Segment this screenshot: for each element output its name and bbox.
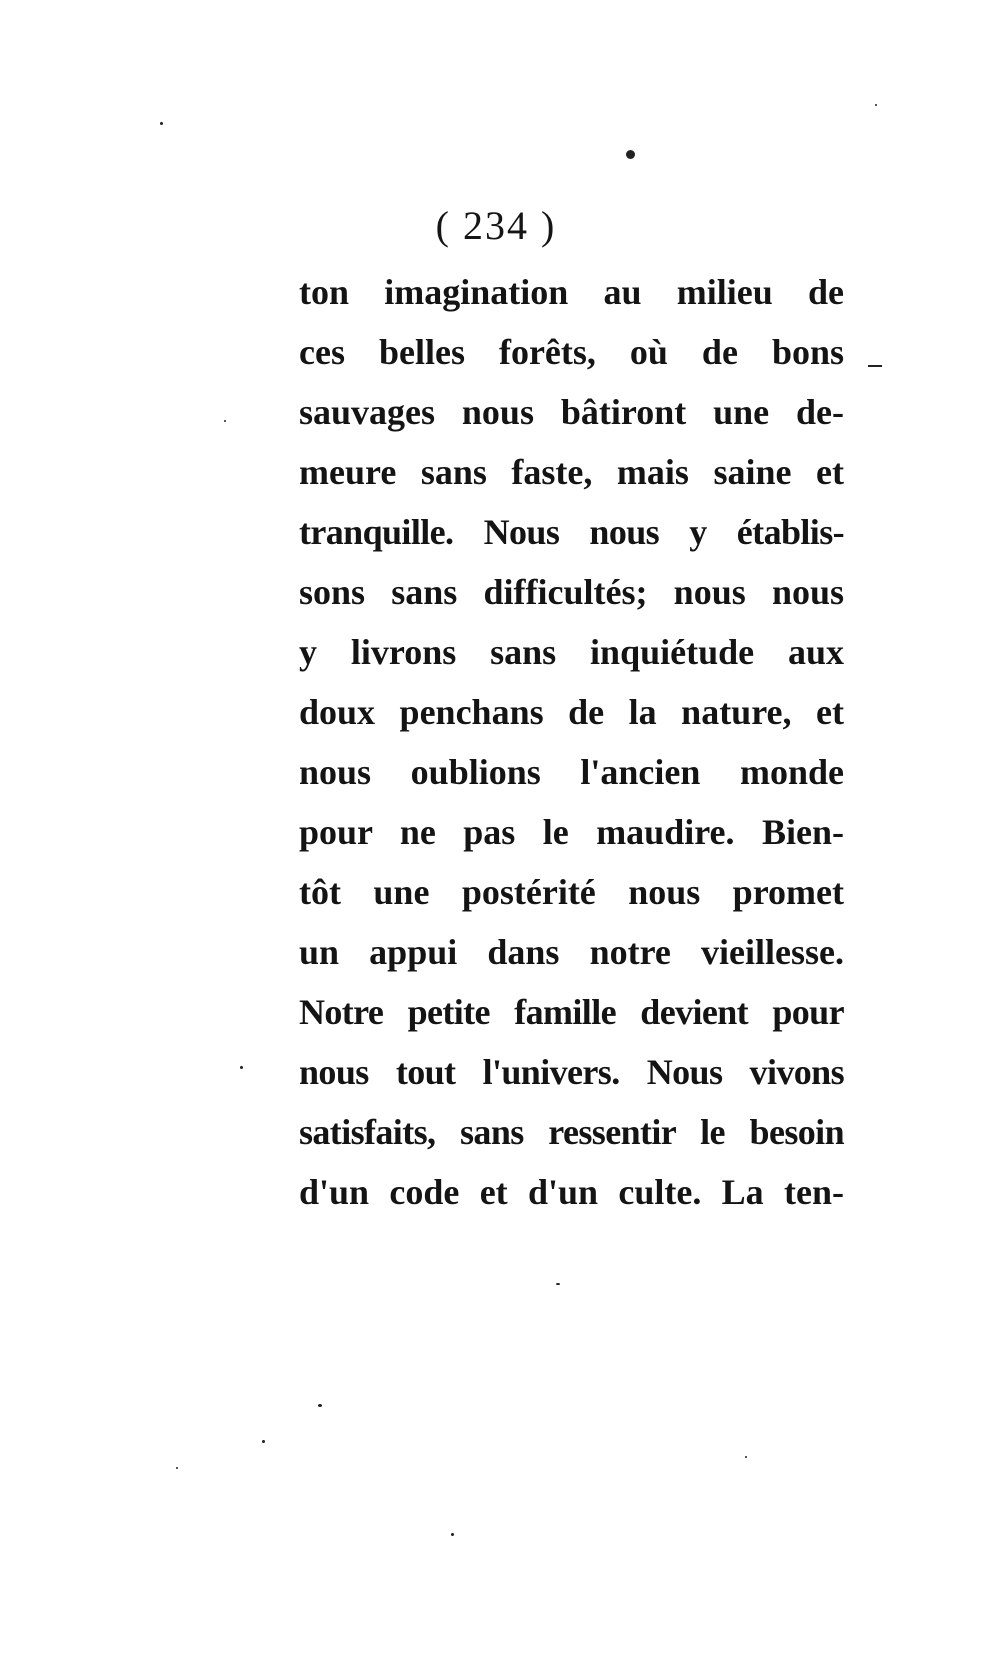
scan-speck	[451, 1533, 454, 1536]
text-line: un appui dans notre vieillesse.	[299, 932, 844, 972]
text-line: tôt une postérité nous promet	[299, 872, 844, 912]
scan-speck	[556, 1283, 560, 1285]
scan-speck	[868, 365, 882, 367]
text-line: sauvages nous bâtiront une de-	[299, 392, 844, 432]
scan-speck	[626, 150, 635, 159]
scan-speck	[224, 420, 226, 422]
scan-speck	[875, 104, 877, 106]
text-line: satisfaits, sans ressentir le besoin	[299, 1112, 844, 1152]
body-text	[299, 262, 844, 1222]
scan-speck	[160, 122, 163, 125]
scan-speck	[262, 1440, 265, 1443]
text-line: ces belles forêts, où de bons	[299, 332, 844, 372]
page-number-text: ( 234 )	[435, 203, 557, 248]
text-line: tranquille. Nous nous y établis-	[299, 512, 844, 552]
text-line: nous oublions l'ancien monde	[299, 752, 844, 792]
text-line: d'un code et d'un culte. La ten-	[299, 1172, 844, 1212]
scan-speck	[318, 1404, 322, 1407]
text-line: doux penchans de la nature, et	[299, 692, 844, 732]
scan-speck	[176, 1467, 178, 1469]
scan-speck	[745, 1456, 747, 1458]
text-line: meure sans faste, mais saine et	[299, 452, 844, 492]
page-number	[0, 202, 1000, 249]
text-line: Notre petite famille devient pour	[299, 992, 844, 1032]
scan-speck	[240, 1066, 243, 1069]
text-line: nous tout l'univers. Nous vivons	[299, 1052, 844, 1092]
text-line: y livrons sans inquiétude aux	[299, 632, 844, 672]
text-line: ton imagination au milieu de	[299, 272, 844, 312]
text-line: sons sans difficultés; nous nous	[299, 572, 844, 612]
text-line: pour ne pas le maudire. Bien-	[299, 812, 844, 852]
